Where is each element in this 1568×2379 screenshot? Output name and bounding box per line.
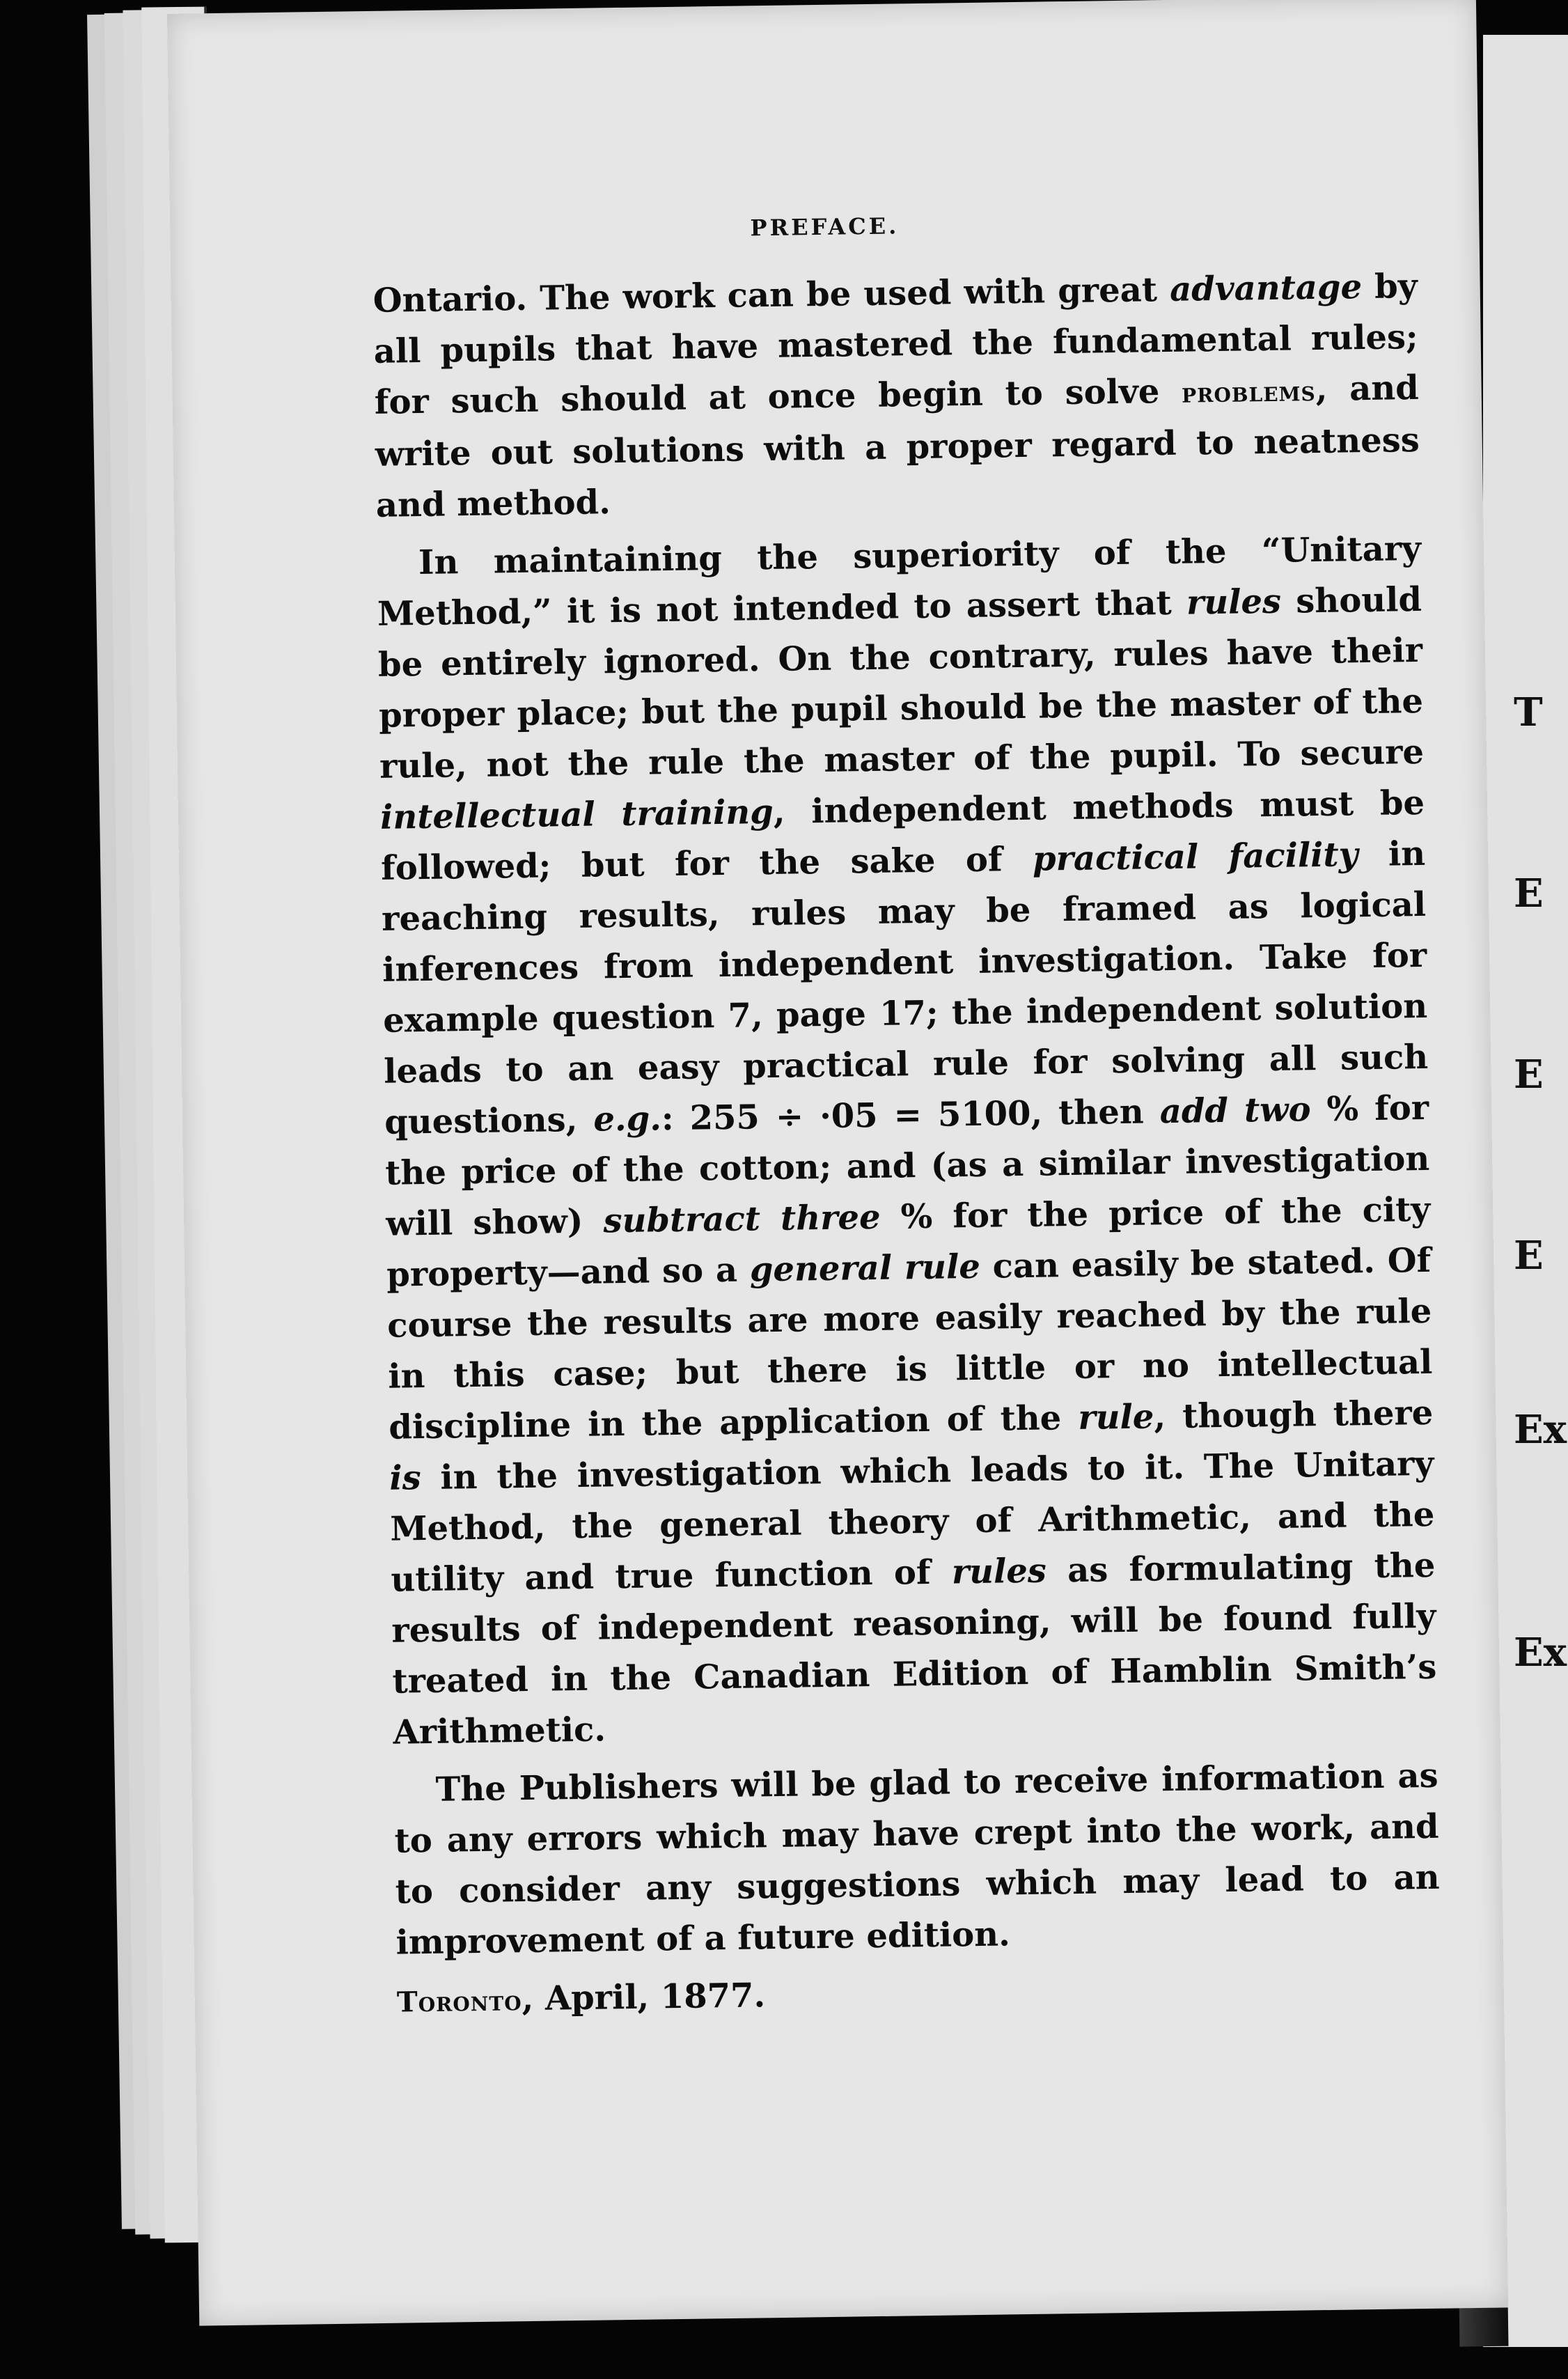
text-run: % for the price of the cotton; and (as a similar investigation will show): [384, 1088, 1430, 1244]
italic-run: subtract three: [603, 1197, 881, 1241]
text-run: , independent methods must be followed; but for the sake of: [380, 783, 1425, 888]
text-run: in the investigation which leads to it. The Unitary Method, the general theory of Arithmetic, and the utility and true function of: [390, 1444, 1435, 1600]
facing-page-fragment: E: [1514, 1052, 1544, 1098]
facing-page-fragment: E: [1514, 871, 1544, 916]
italic-run: add two: [1159, 1090, 1311, 1132]
italic-run: e.g.: [593, 1099, 662, 1139]
text-run: should be entirely ignored. On the contrary, rules have their proper place; but the pupil should be the master of the rule, not the rule the master of the pupil. To secure: [377, 579, 1425, 786]
paragraph-1: [373, 261, 1420, 531]
facing-page-fragment: T: [1514, 689, 1543, 735]
signoff-place: Toronto: [396, 1984, 522, 2019]
signoff: [396, 1961, 1441, 2028]
text-run: In maintaining the superiority of the “Unitary Method,” it is not intended to assert that: [377, 529, 1422, 634]
italic-run: advantage: [1169, 267, 1363, 309]
italic-run: rules: [951, 1551, 1047, 1592]
text-run: : 255 ÷ ·05 = 5100, then: [661, 1092, 1161, 1139]
text-run: % for the price of the city property—and so a: [386, 1190, 1431, 1295]
italic-run: rules: [1186, 582, 1282, 623]
small-caps-run: problems: [1181, 375, 1317, 410]
text-run: in reaching results, rules may be framed as logical inferences from independent investigation. Take for example question 7, page 17; the independent solution leads to an easy practical rule for solving all such questions,: [381, 834, 1429, 1142]
text-run: as formulating the results of independent reasoning, will be found fully treated in the Canadian Edition of Hamblin Smith’s Arithmetic.: [391, 1545, 1437, 1752]
text-run: , though there: [1153, 1393, 1434, 1437]
text-run: Ontario. The work can be used with great: [373, 270, 1170, 320]
facing-page-fragment: Ex: [1514, 1630, 1567, 1676]
italic-run: general rule: [749, 1247, 981, 1290]
italic-run: intellectual training: [379, 792, 774, 837]
text-run: , and write out solutions with a proper regard to neatness and method.: [375, 368, 1420, 525]
italic-run: rule: [1077, 1397, 1154, 1437]
running-head: PREFACE.: [750, 212, 900, 242]
italic-run: is: [389, 1458, 422, 1498]
signoff-date: , April, 1877.: [522, 1976, 766, 2019]
facing-page-fragment: Ex: [1514, 1407, 1567, 1453]
italic-run: practical facility: [1032, 835, 1358, 879]
facing-page-fragment: E: [1514, 1233, 1544, 1279]
text-run: can easily be stated. Of course the results are more easily reached by the rule in this case; but there is little or no intellectual discipline in the application of the: [386, 1240, 1433, 1447]
paragraph-2: [377, 524, 1438, 1758]
body-text: [373, 261, 1441, 2035]
book-page: [167, 0, 1508, 2326]
text-run: by all pupils that have mastered the fundamental rules; for such should at once begin to solve: [373, 266, 1419, 422]
paragraph-3: The Publishers will be glad to receive information as to any errors which may have crept into the work, and to consider any suggestions which may lead to an improvement of a future edition.: [394, 1756, 1440, 1963]
